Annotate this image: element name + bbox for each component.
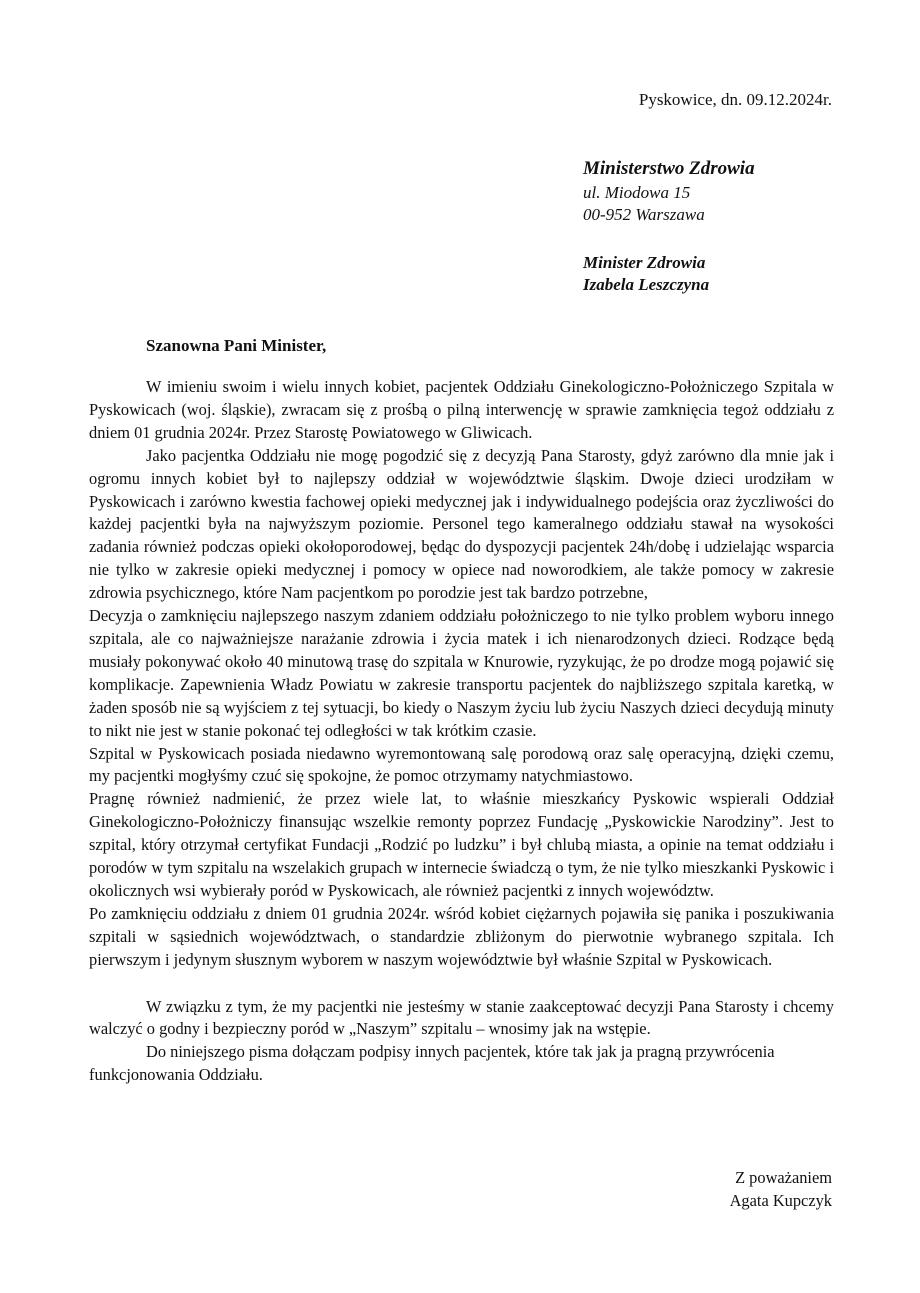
paragraph-after-closure: Po zamknięciu oddziału z dniem 01 grudnia 2024r. wśród kobiet ciężarnych pojawiła się panika i poszukiwania szpitali w sąsiednich województwach, o standardzie zbliżonym do pierwotnie wybranego szpitala. Ich pierwszym i jedynym słusznym wyborem w naszym województwie był właśnie Szpital w Pyskowicach. (89, 903, 834, 969)
ministry-name: Ministerstwo Zdrowia (583, 158, 755, 179)
addressee-block (583, 156, 755, 296)
closing-phrase: Z poważaniem (735, 1168, 832, 1187)
paragraph-closure-risk: Decyzja o zamknięciu najlepszego naszym zdaniem oddziału położniczego to nie tylko problem wyboru innego szpitala, ale co najważniejsze narażanie zdrowia i życia matek i ich nienarodzonych dzieci. Rodzące będą musiały pokonywać około 40 minutową trasę do szpitala w Knurowie, ryzykując, że po drodze mogą pojawić się komplikacje. Zapewnienia Władz Powiatu w zakresie transportu pacjentek do najbliższego szpitala karetką, w żaden sposób nie są wyjściem z tej sytuacji, bo kiedy o Naszym życiu lub życiu Naszych dzieci decydują minuty to nikt nie jest w stanie pokonać tej odległości w tak krótkim czasie. (89, 606, 834, 740)
recipient-role: Minister Zdrowia (583, 253, 706, 272)
paragraph-patient-experience: Jako pacjentka Oddziału nie mogę pogodzić się z decyzją Pana Starosty, gdyż zarówno dla mnie jak i ogromu innych kobiet był to najlepszy oddział w województwie śląskim. Dwoje dzieci urodziłam w Pyskowicach i zarówno kwestia fachowej opieki medycznej jak i indywidualnego podejścia oraz życzliwości do każdej pacjentki była na najwyższym poziomie. Personel tego kameralnego oddziału stawał na wysokości zadania również podczas opieki okołoporodowej, będąc do dyspozycji pacjentek 24h/dobę i udzielając wsparcia nie tylko w zakresie opieki medycznej i pomocy w opiece nad noworodkiem, ale także pomocy w zakresie zdrowia psychicznego, które Nam pacjentkom po porodzie jest tak bardzo potrzebne, (89, 445, 834, 603)
salutation: Szanowna Pani Minister, (146, 336, 327, 355)
recipient-name: Izabela Leszczyna (583, 275, 710, 294)
paragraph-facilities: Szpital w Pyskowicach posiada niedawno wyremontowaną salę porodową oraz salę operacyjną, dzięki czemu, my pacjentki mogłyśmy czuć się spokojne, że pomoc otrzymamy natychmiastowo. (89, 743, 834, 786)
paragraph-request: W związku z tym, że my pacjentki nie jesteśmy w stanie zaakceptować decyzji Pana Starosty i chcemy walczyć o godny i bezpieczny poród w „Naszym” szpitalu – wnosimy jak na wstępie. (89, 996, 834, 1039)
signature-name: Agata Kupczyk (729, 1191, 832, 1210)
paragraph-attachments: Do niniejszego pisma dołączam podpisy innych pacjentek, które tak jak ja pragną przywrócenia funkcjonowania Oddziału. (89, 1042, 775, 1085)
paragraph-community-support: Pragnę również nadmienić, że przez wiele lat, to właśnie mieszkańcy Pyskowic wspierali Oddział Ginekologiczno-Położniczy finansując wszelkie remonty poprzez Fundację „Pyskowickie Narodziny”. Jest to szpital, który otrzymał certyfikat Fundacji „Rodzić po ludzku” i był chlubą miasta, a opinie na temat oddziału i porodów w tym szpitalu na wszelakich grupach w internecie świadczą o tym, że nie tylko mieszkanki Pyskowic i okolicznych wsi wybierały poród w Pyskowicach, ale również pacjentki z innych województw. (89, 789, 834, 900)
place-date: Pyskowice, dn. 09.12.2024r. (638, 90, 832, 109)
ministry-city: 00-952 Warszawa (583, 205, 705, 224)
letter-body (89, 376, 834, 1087)
ministry-street: ul. Miodowa 15 (583, 183, 691, 202)
paragraph-intro: W imieniu swoim i wielu innych kobiet, pacjentek Oddziału Ginekologiczno-Położniczego Szpitala w Pyskowicach (woj. śląskie), zwracam się z prośbą o pilną interwencję w sprawie zamknięcia tegoż oddziału z dniem 01 grudnia 2024r. Przez Starostę Powiatowego w Gliwicach. (89, 377, 834, 442)
closing-block (730, 1166, 832, 1212)
